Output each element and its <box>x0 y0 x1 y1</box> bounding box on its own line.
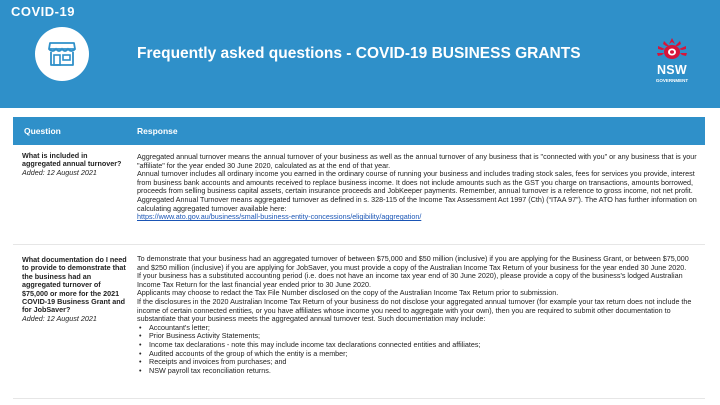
response-paragraph: If the disclosures in the 2020 Australian Income Tax Return of your business do not disclose your aggregated annual turnover (for example your tax return does not include the income of certain connected entities, or you have affiliates whose income you need to aggregate with your own), then you are required to submit other documentation to substantiate that your business meets the aggregated annual turnover test. Such documentation may include: <box>137 296 692 324</box>
covid19-brand: COVID-19 <box>11 4 75 19</box>
list-item: • Audited accounts of the group of which the entity is a member; <box>137 350 697 359</box>
documentation-list <box>137 324 697 376</box>
page-title: Frequently asked questions - COVID-19 BUSINESS GRANTS <box>137 45 581 62</box>
response-paragraph: If your business has a substituted accounting period (i.e. does not have an income tax year end of 30 June 2020), please provide a copy of the business's lodged Australian Income Tax Return for the last financial year ended prior to 30 June 2020. <box>137 271 683 289</box>
list-item: • Receipts and invoices from purchases; and <box>137 358 697 367</box>
list-item: • NSW payroll tax reconciliation returns. <box>137 367 697 376</box>
added-date: Added: 12 August 2021 <box>22 167 97 177</box>
list-item: • Income tax declarations - note this may include income tax declarations connected entities and affiliates; <box>137 341 697 350</box>
header-banner <box>0 0 720 108</box>
nsw-logo-text: NSW <box>656 63 688 77</box>
added-date: Added: 12 August 2021 <box>22 313 97 323</box>
table-row <box>13 249 705 399</box>
response-paragraph: To demonstrate that your business had an aggregated turnover of between $75,000 and $50 million (inclusive) if you are applying for the Business Grant, or between $75,000 and $250 million (inclusive) if you are applying for JobSaver, you must provide a copy of the Australian Income Tax Return of your business for the year ended 30 June 2020. <box>137 254 689 272</box>
storefront-icon <box>35 27 89 81</box>
table-row <box>13 147 705 245</box>
response-paragraph: Aggregated Annual Turnover means aggregated turnover as defined in s. 328-115 of the Income Tax Assessment Act 1997 (Cth) (“ITAA 97”). The ATO has further information on calculating aggregated turnover available here: <box>137 194 697 213</box>
column-header-response: Response <box>137 126 178 136</box>
waratah-icon <box>652 36 692 64</box>
nsw-government-logo <box>652 36 692 92</box>
ato-aggregation-link[interactable]: https://www.ato.gov.au/business/small-business-entity-concessions/eligibility/aggregation/ <box>137 212 422 222</box>
response-cell <box>137 153 697 222</box>
question-text: What documentation do I need to provide to demonstrate that the business had an aggregated turnover of $75,000 or more for the 2021 COVID-19 Business Grant and for JobSaver? <box>22 255 127 315</box>
table-header <box>13 117 705 145</box>
response-cell <box>137 255 697 375</box>
list-item: • Prior Business Activity Statements; <box>137 332 697 341</box>
column-header-question: Question <box>24 126 61 136</box>
question-cell <box>22 152 128 177</box>
government-logo-text: GOVERNMENT <box>655 78 689 83</box>
question-text: What is included in aggregated annual turnover? <box>22 151 122 169</box>
response-paragraph: Aggregated annual turnover means the annual turnover of your business as well as the annual turnover of any business that is "connected with you" or any business that is your "affiliate" for the year ended 30 June 2020, calculated as at the end of that year. <box>137 152 697 170</box>
list-item: • Accountant's letter; <box>137 324 697 333</box>
response-paragraph: Annual turnover includes all ordinary income you earned in the ordinary course of running your business and includes trading stock sales, fees for services you provide, interest from business bank accounts and amounts received to replace business income. It does not include amounts such as the GST you charge on transactions, amounts borrowed, proceeds from selling business capital assets, certain insurance proceeds and JobKeeper payments. Remember, annual turnover is a reference to gross income, not net profit. <box>137 169 695 196</box>
response-paragraph: Applicants may choose to redact the Tax File Number disclosed on the copy of the Australian Income Tax Return prior to submission. <box>137 288 559 298</box>
question-cell <box>22 256 128 323</box>
